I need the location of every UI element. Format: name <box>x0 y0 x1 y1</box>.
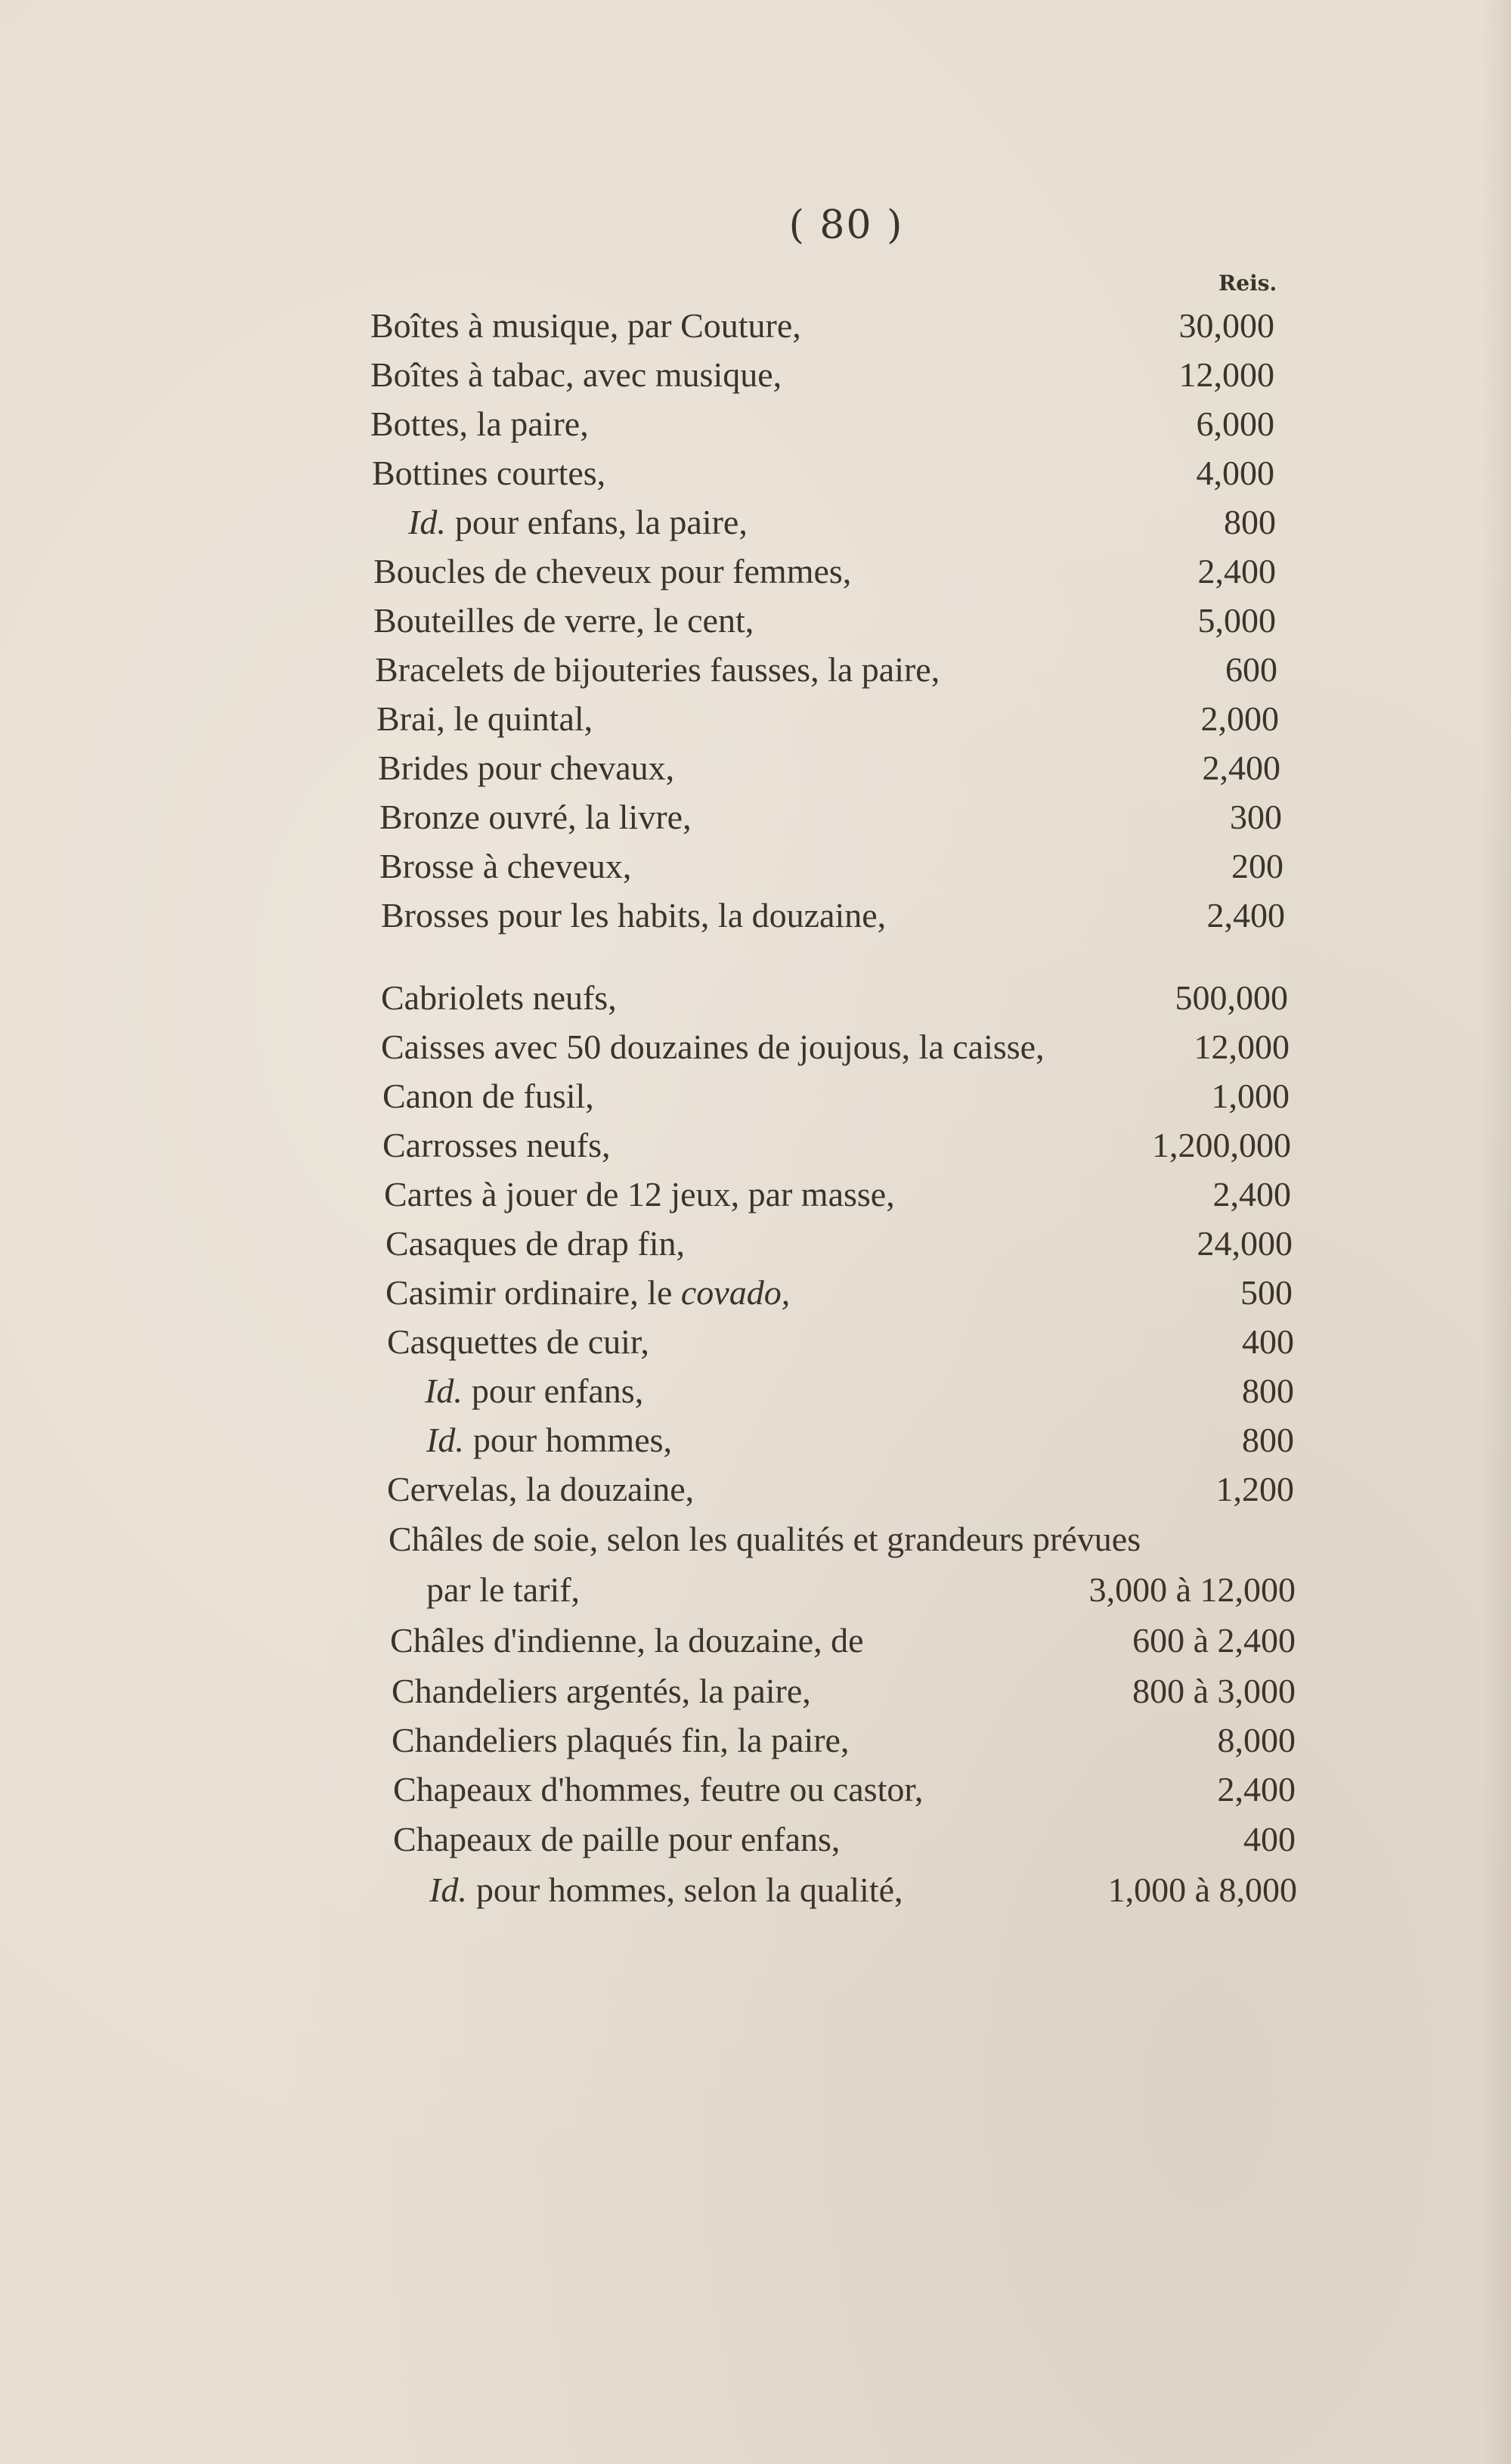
entry-label: Cervelas, la douzaine, <box>387 1470 695 1508</box>
unit-header: Reis. <box>1218 271 1277 296</box>
entry-value: 2,400 <box>1197 552 1276 590</box>
entry-value: 1,200 <box>1215 1470 1294 1508</box>
entry-label <box>385 1275 790 1310</box>
page-edge-shadow <box>1481 0 1511 2464</box>
entry-label-text: pour enfans, la paire, <box>454 503 748 541</box>
entry-value: 400 <box>1242 1322 1294 1361</box>
idem-abbreviation: Id. <box>408 503 446 541</box>
entry-label: Bronze ouvré, la livre, <box>379 798 692 836</box>
entry-label-italic: covado, <box>680 1273 791 1312</box>
entry-label: Boîtes à tabac, avec musique, <box>370 355 782 394</box>
entry-label: Cabriolets neufs, <box>381 978 617 1017</box>
entry-value: 1,200,000 <box>1152 1126 1291 1164</box>
entry-label: Brai, le quintal, <box>376 699 593 738</box>
entry-value: 800 <box>1224 503 1276 541</box>
entry-label: Casquettes de cuir, <box>387 1322 649 1361</box>
entry-label-text: pour enfans, <box>471 1371 644 1410</box>
entry-value: 24,000 <box>1197 1224 1293 1263</box>
entry-label: Caisses avec 50 douzaines de joujous, la caisse, <box>381 1027 1045 1066</box>
entry-label-text: pour hommes, selon la qualité, <box>475 1870 903 1909</box>
entry-label <box>408 505 748 540</box>
entry-value: 2,400 <box>1202 748 1280 787</box>
entry-label: Châles de soie, selon les qualités et grandeurs prévues <box>389 1520 1141 1558</box>
entry-label <box>425 1371 644 1410</box>
entry-label: par le tarif, <box>426 1570 581 1609</box>
entry-value: 12,000 <box>1178 355 1274 394</box>
entry-label: Boîtes à musique, par Couture, <box>370 306 801 345</box>
entry-value: 500 <box>1240 1273 1293 1312</box>
entry-label: Bottines courtes, <box>372 454 606 492</box>
idem-abbreviation: Id. <box>425 1371 463 1410</box>
entry-label: Boucles de cheveux pour femmes, <box>373 552 852 590</box>
entry-value: 200 <box>1231 847 1283 885</box>
entry-value: 2,000 <box>1200 699 1279 738</box>
entry-label: Chapeaux de paille pour enfans, <box>393 1820 841 1858</box>
entry-label <box>429 1870 903 1909</box>
entry-label: Châles d'indienne, la douzaine, de <box>390 1621 864 1660</box>
entry-value: 6,000 <box>1196 404 1274 443</box>
entry-value: 1,000 <box>1211 1077 1290 1115</box>
entry-label: Canon de fusil, <box>382 1077 594 1115</box>
entry-value: 30,000 <box>1178 306 1274 345</box>
idem-abbreviation: Id. <box>426 1421 464 1459</box>
entry-label-text: pour hommes, <box>472 1421 673 1459</box>
entry-value: 2,400 <box>1217 1770 1296 1808</box>
entry-label: Brides pour chevaux, <box>378 748 675 787</box>
entry-label: Cartes à jouer de 12 jeux, par masse, <box>384 1175 895 1213</box>
entry-value: 2,400 <box>1212 1175 1291 1213</box>
entry-value: 600 <box>1225 650 1277 689</box>
entry-label: Chandeliers argentés, la paire, <box>392 1672 811 1710</box>
page-number: ( 80 ) <box>788 203 904 248</box>
entry-label: Chandeliers plaqués fin, la paire, <box>392 1721 850 1759</box>
entry-value: 500,000 <box>1175 978 1288 1017</box>
entry-label-text: Casimir ordinaire, le <box>385 1273 673 1312</box>
entry-value: 800 <box>1242 1421 1294 1459</box>
entry-label: Bracelets de bijouteries fausses, la paire, <box>375 650 940 689</box>
entry-value: 2,400 <box>1206 896 1285 934</box>
entry-value: 600 à 2,400 <box>1132 1621 1296 1660</box>
entry-value: 12,000 <box>1194 1027 1290 1066</box>
entry-value: 400 <box>1243 1820 1296 1858</box>
entry-label: Brosse à cheveux, <box>379 847 632 885</box>
entry-value: 1,000 à 8,000 <box>1107 1870 1297 1909</box>
entry-value: 300 <box>1230 798 1282 836</box>
entry-value: 3,000 à 12,000 <box>1088 1570 1296 1609</box>
entry-value: 800 à 3,000 <box>1132 1672 1296 1710</box>
idem-abbreviation: Id. <box>429 1870 467 1909</box>
entry-label: Chapeaux d'hommes, feutre ou castor, <box>393 1770 924 1808</box>
entry-value: 800 <box>1242 1371 1294 1410</box>
entry-label: Casaques de drap fin, <box>385 1224 685 1263</box>
entry-label: Bouteilles de verre, le cent, <box>373 601 754 640</box>
entry-label: Bottes, la paire, <box>370 404 589 443</box>
entry-label <box>426 1423 672 1458</box>
entry-value: 8,000 <box>1217 1721 1296 1759</box>
entry-label: Carrosses neufs, <box>382 1126 611 1164</box>
entry-value: 5,000 <box>1197 601 1276 640</box>
entry-label: Brosses pour les habits, la douzaine, <box>381 896 887 934</box>
entry-value: 4,000 <box>1196 454 1274 492</box>
